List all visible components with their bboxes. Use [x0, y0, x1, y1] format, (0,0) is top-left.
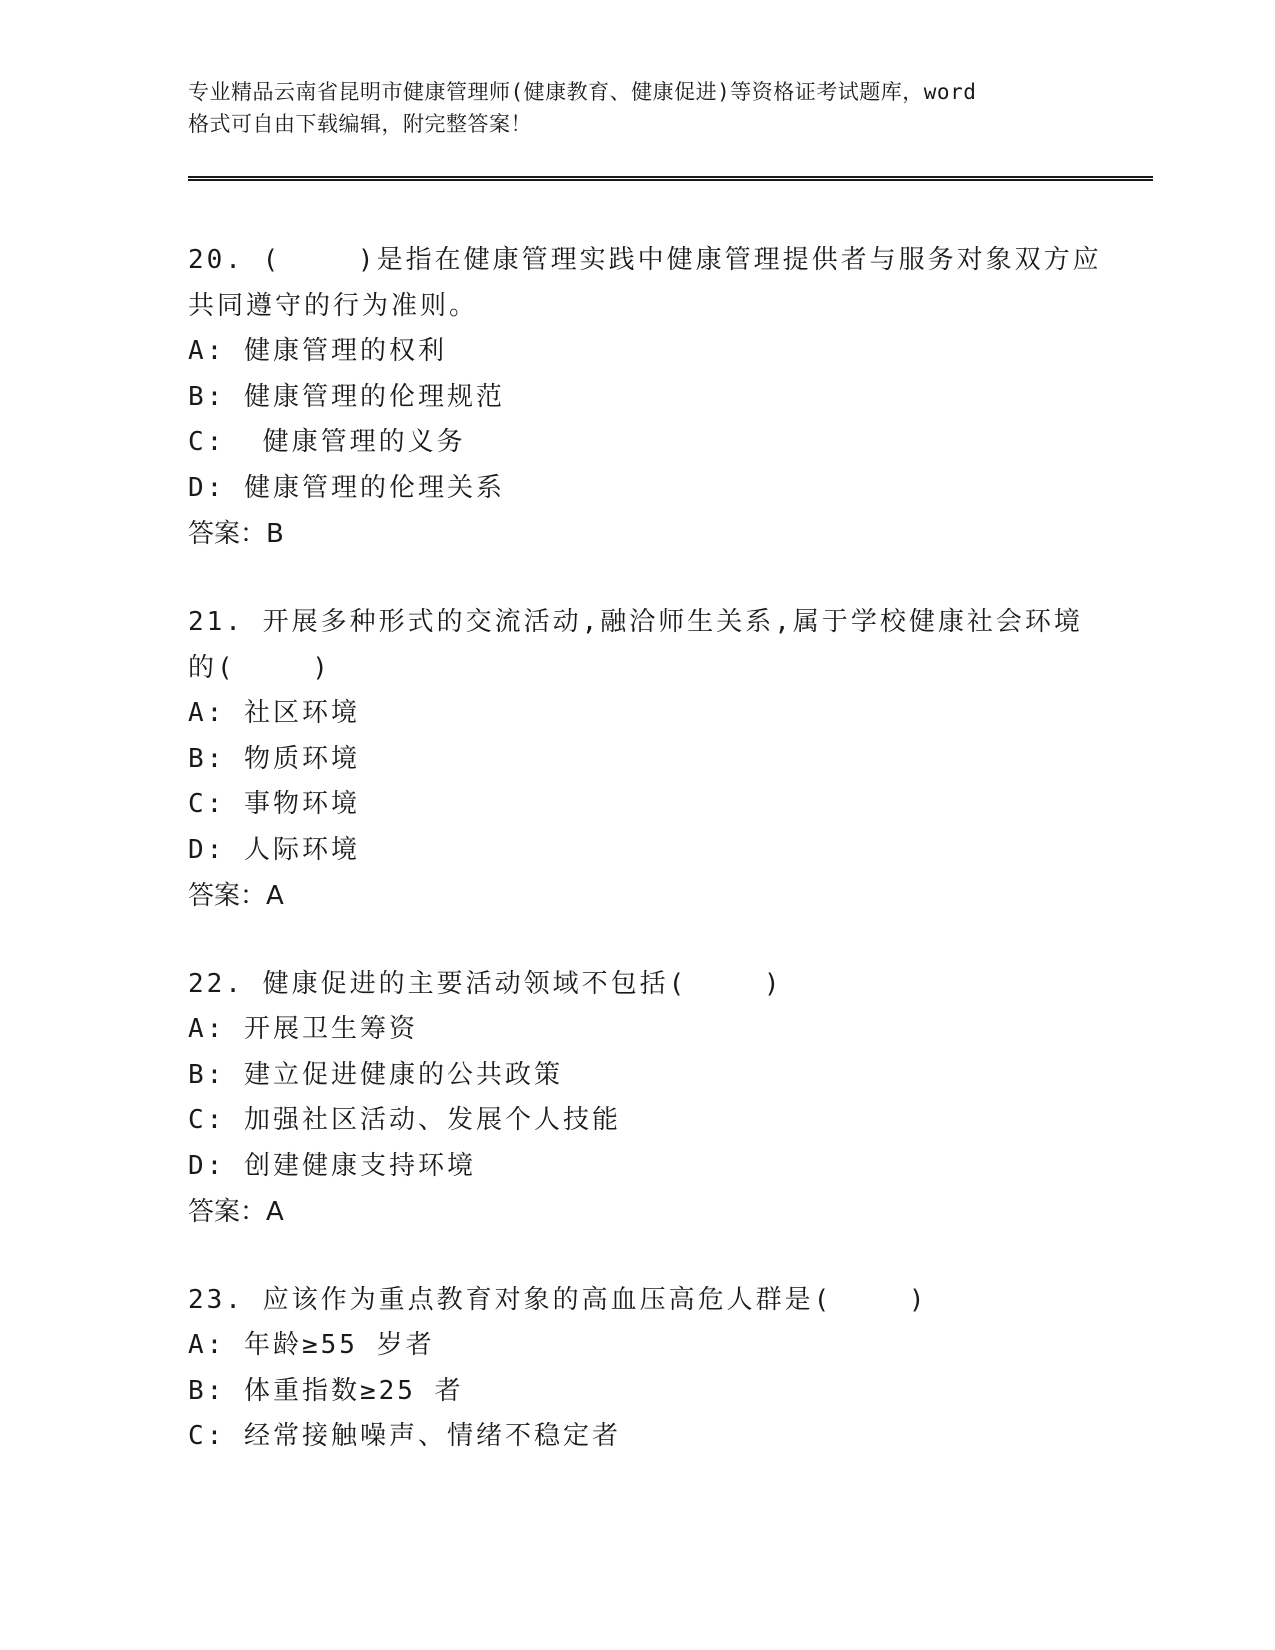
option-b: B: 健康管理的伦理规范	[188, 381, 505, 412]
option-d: D: 健康管理的伦理关系	[188, 472, 505, 503]
question-stem-continued: 共同遵守的行为准则。	[188, 291, 479, 321]
option-c: C: 健康管理的义务	[188, 427, 466, 457]
question-22	[188, 961, 1108, 1235]
question-stem: 22. 健康促进的主要活动领域不包括( )	[188, 969, 783, 999]
answer-line: 答案：B	[188, 519, 284, 549]
option-b: B: 体重指数≥25 者	[188, 1375, 464, 1406]
option-a: A: 社区环境	[188, 698, 360, 728]
header-line-1: 专业精品云南省昆明市健康管理师(健康教育、健康促进)等资格证考试题库，word	[188, 80, 977, 104]
question-20	[188, 237, 1108, 557]
header-line-2: 格式可自由下载编辑，附完整答案！	[188, 112, 532, 136]
option-a: A: 健康管理的权利	[188, 336, 447, 366]
option-b: B: 建立促进健康的公共政策	[188, 1059, 563, 1090]
question-stem: 20. ( )是指在健康管理实践中健康管理提供者与服务对象双方应	[188, 245, 1102, 275]
answer-line: 答案：A	[188, 881, 284, 911]
option-c: C: 加强社区活动、发展个人技能	[188, 1105, 621, 1135]
option-b: B: 物质环境	[188, 743, 360, 774]
question-stem-continued: 的( )	[188, 653, 331, 683]
question-23	[188, 1277, 1108, 1460]
question-stem: 23. 应该作为重点教育对象的高血压高危人群是( )	[188, 1285, 928, 1315]
header-divider	[188, 176, 1153, 181]
option-a: A: 年龄≥55 岁者	[188, 1330, 435, 1360]
document-header	[188, 76, 1108, 140]
option-c: C: 事物环境	[188, 789, 360, 819]
question-21	[188, 599, 1108, 919]
question-stem: 21. 开展多种形式的交流活动,融洽师生关系,属于学校健康社会环境	[188, 607, 1083, 637]
option-d: D: 人际环境	[188, 834, 360, 865]
option-c: C: 经常接触噪声、情绪不稳定者	[188, 1421, 621, 1451]
option-d: D: 创建健康支持环境	[188, 1150, 476, 1181]
answer-line: 答案：A	[188, 1197, 284, 1227]
option-a: A: 开展卫生筹资	[188, 1014, 418, 1044]
question-list	[188, 237, 1108, 1502]
